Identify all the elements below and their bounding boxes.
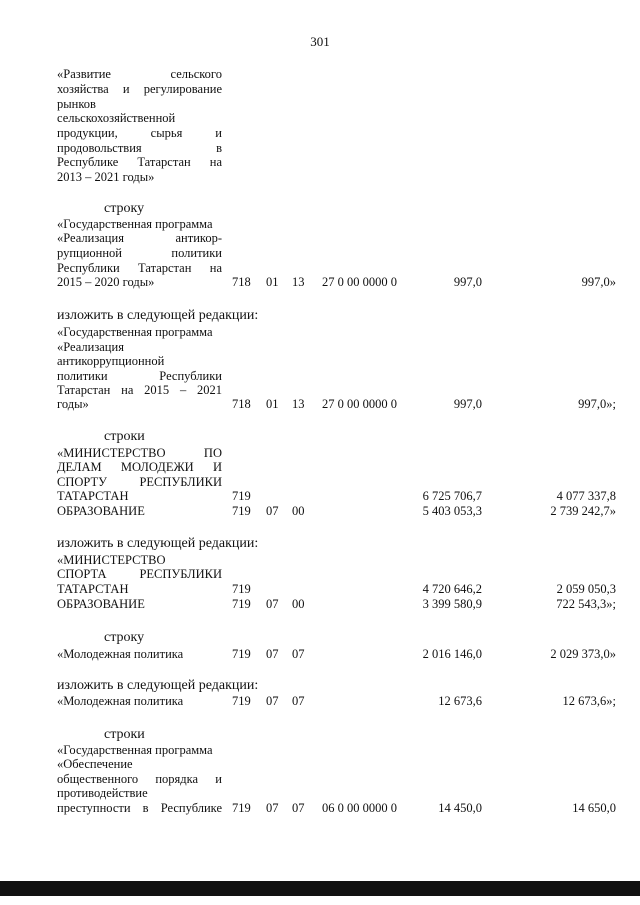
text-line: СПОРТУ РЕСПУБЛИКИ — [57, 475, 222, 489]
code-target: 27 0 00 0000 0 — [322, 275, 397, 289]
code-section: 01 — [266, 397, 279, 411]
text-line: политики Республики — [57, 369, 222, 383]
text-line: «Реализация — [57, 340, 124, 354]
code-ministry: 719 — [232, 582, 251, 596]
text-line: 2013 – 2021 годы» — [57, 170, 155, 184]
code-ministry: 719 — [232, 597, 251, 611]
code-target: 06 0 00 0000 0 — [322, 801, 397, 815]
value-2021: 4 720 646,2 — [422, 582, 482, 596]
code-ministry: 719 — [232, 694, 251, 708]
code-subsection: 13 — [292, 397, 305, 411]
text-line: Республике Татарстан на — [57, 155, 222, 169]
code-subsection: 07 — [292, 801, 305, 815]
text-line: «Реализация антикор- — [57, 231, 222, 245]
code-subsection: 07 — [292, 694, 305, 708]
text-line: ОБРАЗОВАНИЕ — [57, 504, 145, 518]
value-2022: 14 650,0 — [572, 801, 616, 815]
code-subsection: 00 — [292, 597, 305, 611]
section-heading: строки — [104, 429, 145, 444]
section-heading: изложить в следующей редакции: — [57, 308, 259, 323]
text-line: сельскохозяйственной — [57, 111, 176, 125]
code-target: 27 0 00 0000 0 — [322, 397, 397, 411]
text-line: рупционной политики — [57, 246, 222, 260]
text-line: продукции, сырья и — [57, 126, 222, 140]
value-2022: 997,0»; — [578, 397, 616, 411]
text-line: антикоррупционной — [57, 354, 165, 368]
section-heading: строку — [104, 201, 145, 216]
text-line: Татарстан на 2015 – 2021 — [57, 383, 222, 397]
code-section: 01 — [266, 275, 279, 289]
text-line: продовольствия в — [57, 141, 222, 155]
value-2022: 2 059 050,3 — [556, 582, 616, 596]
section-heading: изложить в следующей редакции: — [57, 536, 259, 551]
scan-edge-bar — [0, 881, 640, 896]
code-subsection: 00 — [292, 504, 305, 518]
value-2021: 5 403 053,3 — [422, 504, 482, 518]
text-line: годы» — [57, 397, 89, 411]
code-section: 07 — [266, 504, 279, 518]
value-2021: 14 450,0 — [438, 801, 482, 815]
text-line: «Обеспечение — [57, 757, 133, 771]
text-line: «МИНИСТЕРСТВО ПО — [57, 446, 222, 460]
code-subsection: 13 — [292, 275, 305, 289]
text-line: «Государственная программа — [57, 743, 213, 757]
code-subsection: 07 — [292, 647, 305, 661]
text-line: общественного порядка и — [57, 772, 222, 786]
value-2022: 2 029 373,0» — [550, 647, 616, 661]
text-line: ТАТАРСТАН — [57, 489, 129, 503]
code-section: 07 — [266, 801, 279, 815]
text-line: Республики Татарстан на — [57, 261, 222, 275]
text-line: «МИНИСТЕРСТВО — [57, 553, 166, 567]
value-2021: 2 016 146,0 — [422, 647, 482, 661]
text-line: 2015 – 2020 годы» — [57, 275, 155, 289]
text-line: «Государственная программа — [57, 325, 213, 339]
value-2021: 12 673,6 — [438, 694, 482, 708]
value-2021: 3 399 580,9 — [422, 597, 482, 611]
section-heading: изложить в следующей редакции: — [57, 678, 259, 693]
code-ministry: 718 — [232, 397, 251, 411]
text-line: «Молодежная политика — [57, 694, 184, 708]
value-2022: 2 739 242,7» — [550, 504, 616, 518]
code-section: 07 — [266, 694, 279, 708]
text-line: ОБРАЗОВАНИЕ — [57, 597, 145, 611]
text-line: хозяйства и регулирование — [57, 82, 222, 96]
code-section: 07 — [266, 647, 279, 661]
text-line: «Молодежная политика — [57, 647, 184, 661]
code-ministry: 719 — [232, 504, 251, 518]
text-line: «Государственная программа — [57, 217, 213, 231]
value-2022: 4 077 337,8 — [556, 489, 616, 503]
value-2021: 997,0 — [453, 397, 482, 411]
value-2021: 6 725 706,7 — [422, 489, 482, 503]
code-section: 07 — [266, 597, 279, 611]
code-ministry: 719 — [232, 647, 251, 661]
value-2021: 997,0 — [453, 275, 482, 289]
code-ministry: 719 — [232, 801, 251, 815]
code-ministry: 719 — [232, 489, 251, 503]
text-line: рынков — [57, 97, 96, 111]
text-line: ДЕЛАМ МОЛОДЕЖИ И — [57, 460, 222, 474]
section-heading: строки — [104, 727, 145, 742]
text-line: противодействие — [57, 786, 148, 800]
text-line: «Развитие сельского — [57, 67, 222, 81]
value-2022: 12 673,6»; — [562, 694, 616, 708]
value-2022: 997,0» — [581, 275, 616, 289]
code-ministry: 718 — [232, 275, 251, 289]
section-heading: строку — [104, 630, 145, 645]
text-line: преступности в Республике — [57, 801, 222, 815]
page-number: 301 — [310, 34, 330, 49]
text-line: СПОРТА РЕСПУБЛИКИ — [57, 567, 222, 581]
text-line: ТАТАРСТАН — [57, 582, 129, 596]
value-2022: 722 543,3»; — [556, 597, 616, 611]
